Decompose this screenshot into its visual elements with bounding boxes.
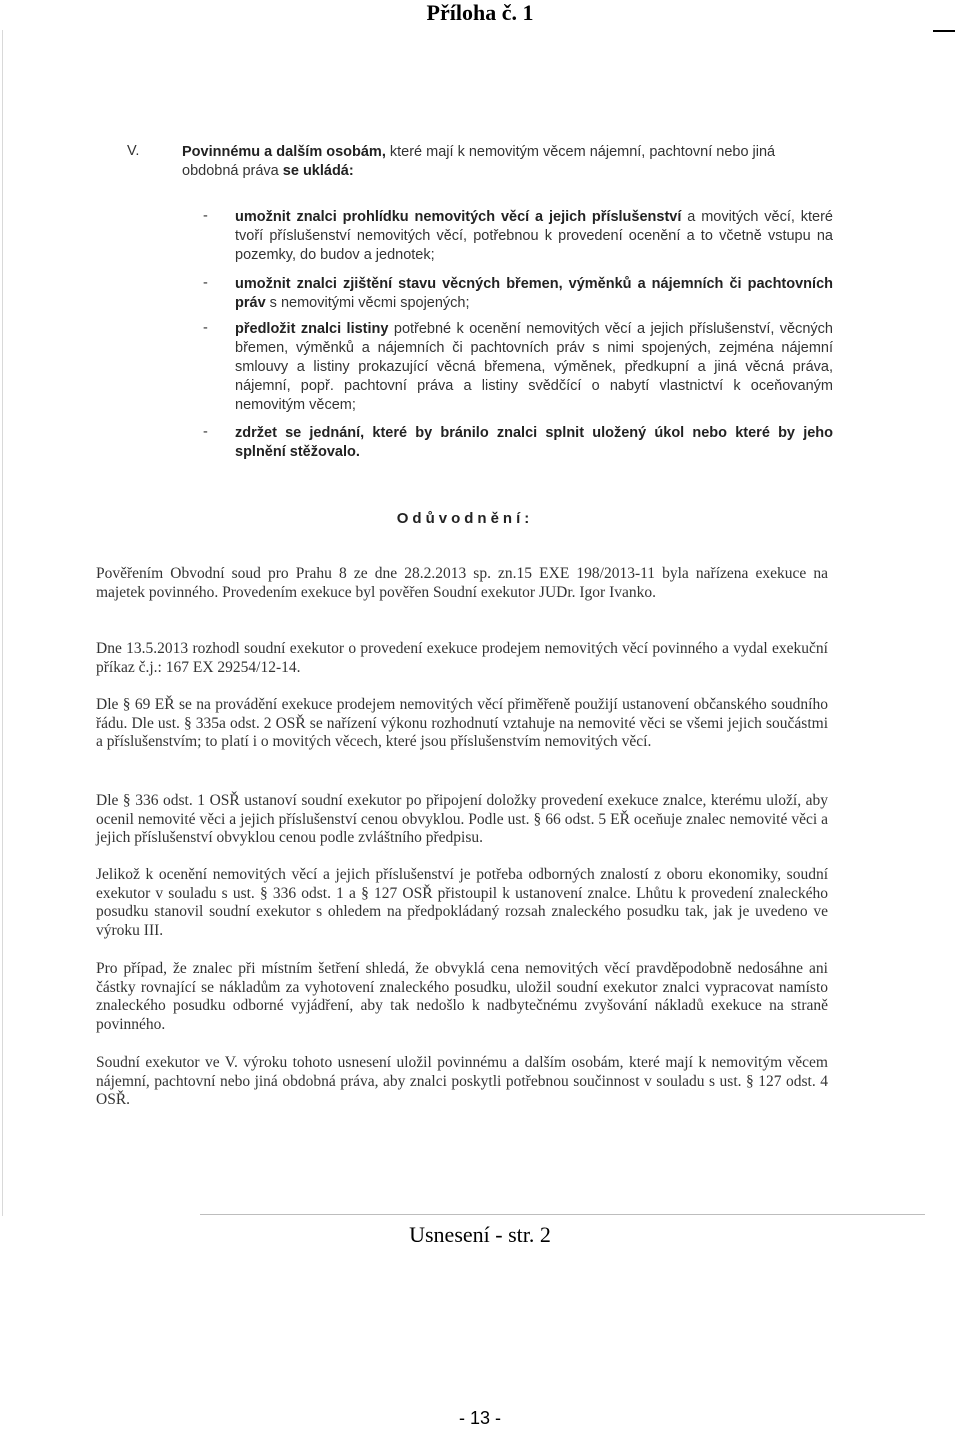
list-dash: - xyxy=(203,320,208,336)
list-dash: - xyxy=(203,275,208,291)
list-item-bold: umožnit znalci prohlídku nemovitých věcí a jejich příslušenství xyxy=(235,209,682,225)
list-item xyxy=(203,424,833,464)
reasoning-paragraph: Jelikož k ocenění nemovitých věcí a jejich příslušenství je potřeba odborných znalostí z oboru ekonomiky, soudní exekutor v souladu s ust. § 336 odst. 1 a § 127 OSŘ přistoupil k ustanovení znalce. Lhůtu k provedení znaleckého posudku stanovil soudní exekutor s ohledem na předpokládaný rozsah znaleckého posudku tak, jak je uvedeno ve výroku III. xyxy=(96,866,828,939)
section-intro-bold: Povinnému a dalším osobám, xyxy=(182,144,386,160)
list-item xyxy=(203,275,833,315)
list-item-text xyxy=(235,320,833,415)
list-item xyxy=(203,320,833,416)
list-item-bold: umožnit znalci zjištění stavu věcných břemen, výměnků a nájemních či pachtovních práv xyxy=(235,276,833,311)
page-number: - 13 - xyxy=(458,1408,501,1428)
section-intro-bold2: se ukládá: xyxy=(282,163,354,179)
section-intro xyxy=(182,143,832,181)
list-dash: - xyxy=(203,208,208,224)
list-item xyxy=(203,208,833,268)
section-number: V. xyxy=(127,143,140,159)
reasoning-paragraph: Dne 13.5.2013 rozhodl soudní exekutor o provedení exekuce prodejem nemovitých věcí povinného a vydal exekuční příkaz č.j.: 167 EX 29254/12-14. xyxy=(96,640,828,676)
list-item-rest: potřebné k ocenění nemovitých věcí a jejich příslušenství, věcných břemen, výměnků a nájemních či pachtovních práv s nimi spojených, zejména nájemní smlouvy a listiny prokazující věcná břemena, výměnek, předkupní a jiná věcná práva, nájemní, popř. pachtovní práva a listiny svědčící o nabytí vlastnictví k oceňovaným nemovitým věcem; xyxy=(235,321,833,413)
reasoning-heading: Odůvodnění: xyxy=(396,510,534,527)
list-item-bold: zdržet se jednání, které by bránilo znalci splnit uložený úkol nebo které by jeho splnění stěžovalo. xyxy=(235,425,833,460)
list-item-text xyxy=(235,275,833,313)
section-intro-text: které mají k nemovitým věcem nájemní, pachtovní nebo jiná obdobná práva xyxy=(182,144,776,179)
list-item-text xyxy=(235,208,833,265)
list-item-text xyxy=(235,424,833,462)
list-item-rest: a movitých věcí, které tvoří příslušenství nemovitých věcí, potřebnou k provedení ocenění a to včetně vstupu na pozemky, do budov a jednotek; xyxy=(235,209,833,263)
reasoning-paragraph: Soudní exekutor ve V. výroku tohoto usnesení uložil povinnému a dalším osobám, které mají k nemovitým věcem nájemní, pachtovní nebo jiná obdobná práva, aby znalci poskytli potřebnou součinnost v souladu s ust. § 127 odst. 4 OSŘ. xyxy=(96,1054,828,1108)
reasoning-paragraph: Dle § 69 EŘ se na provádění exekuce prodejem nemovitých věcí přiměřeně použijí ustanovení občanského soudního řádu. Dle ust. § 335a odst. 2 OSŘ se nařízení výkonu rozhodnutí vztahuje na nemovité věci se všemi jejich součástmi a příslušenstvím; to platí i o movitých věcech, které jsou příslušenstvím nemovitých věcí. xyxy=(96,696,828,750)
list-dash: - xyxy=(203,424,208,440)
footer-page-label: Usnesení - str. 2 xyxy=(409,1222,551,1247)
page-title: Příloha č. 1 xyxy=(426,0,534,25)
list-item-bold: předložit znalci listiny xyxy=(235,321,389,337)
reasoning-paragraph: Dle § 336 odst. 1 OSŘ ustanoví soudní exekutor po připojení doložky provedení exekuce znalce, kterému uloží, aby ocenil nemovité věci a jejich příslušenství cenou obvyklou. Podle ust. § 66 odst. 5 EŘ oceňuje znalec nemovité věci a jejich příslušenství obvyklou cenou podle zvláštního předpisu. xyxy=(96,792,828,846)
list-item-rest: s nemovitými věcmi spojených; xyxy=(265,295,470,311)
reasoning-paragraph: Pověřením Obvodní soud pro Prahu 8 ze dne 28.2.2013 sp. zn.15 EXE 198/2013-11 byla nařízena exekuce na majetek povinného. Provedením exekuce byl pověřen Soudní exekutor JUDr. Igor Ivanko. xyxy=(96,565,828,601)
reasoning-paragraph: Pro případ, že znalec při místním šetření shledá, že obvyklá cena nemovitých věcí pravděpodobně nedosáhne ani částky rovnající se nákladům za vyhotovení znaleckého posudku, uložil soudní exekutor znalci vypracovat namísto znaleckého posudku odborné vyjádření, aby tak nedošlo k nadbytečnému zvyšování nákladů exekuce na straně povinného. xyxy=(96,960,828,1033)
